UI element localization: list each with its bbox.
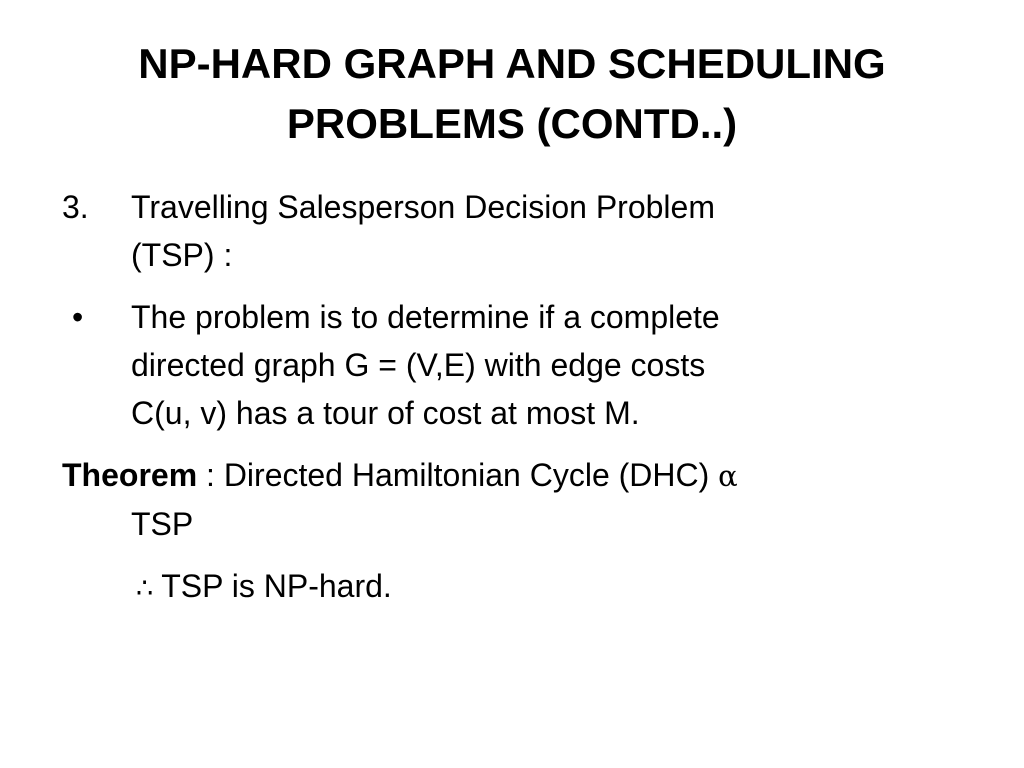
bullet-icon: • <box>72 299 84 335</box>
title-line-1: NP-HARD GRAPH AND SCHEDULING <box>138 40 886 87</box>
therefore-symbol: ∴ <box>136 573 154 604</box>
bullet-line-2: directed graph G = (V,E) with edge costs <box>131 347 706 383</box>
numbered-item-3 <box>62 183 962 279</box>
slide-body <box>62 183 962 613</box>
item-3-line-1: Travelling Salesperson Decision Problem <box>131 189 715 225</box>
bullet-item <box>62 293 962 437</box>
theorem-text: : Directed Hamiltonian Cycle (DHC) <box>197 457 719 493</box>
conclusion-text: TSP is NP-hard. <box>161 568 392 604</box>
slide-title <box>60 34 964 154</box>
alpha-symbol: α <box>718 459 738 493</box>
theorem-continuation: TSP <box>131 506 194 542</box>
bullet-line-1: The problem is to determine if a complete <box>131 299 720 335</box>
item-3-line-2: (TSP) : <box>131 237 233 273</box>
theorem-label: Theorem <box>62 457 198 493</box>
bullet-line-3: C(u, v) has a tour of cost at most M. <box>131 395 640 431</box>
item-number: 3. <box>62 189 89 225</box>
theorem-statement <box>62 451 962 548</box>
title-line-2: PROBLEMS (CONTD..) <box>286 100 738 147</box>
conclusion <box>62 562 962 613</box>
